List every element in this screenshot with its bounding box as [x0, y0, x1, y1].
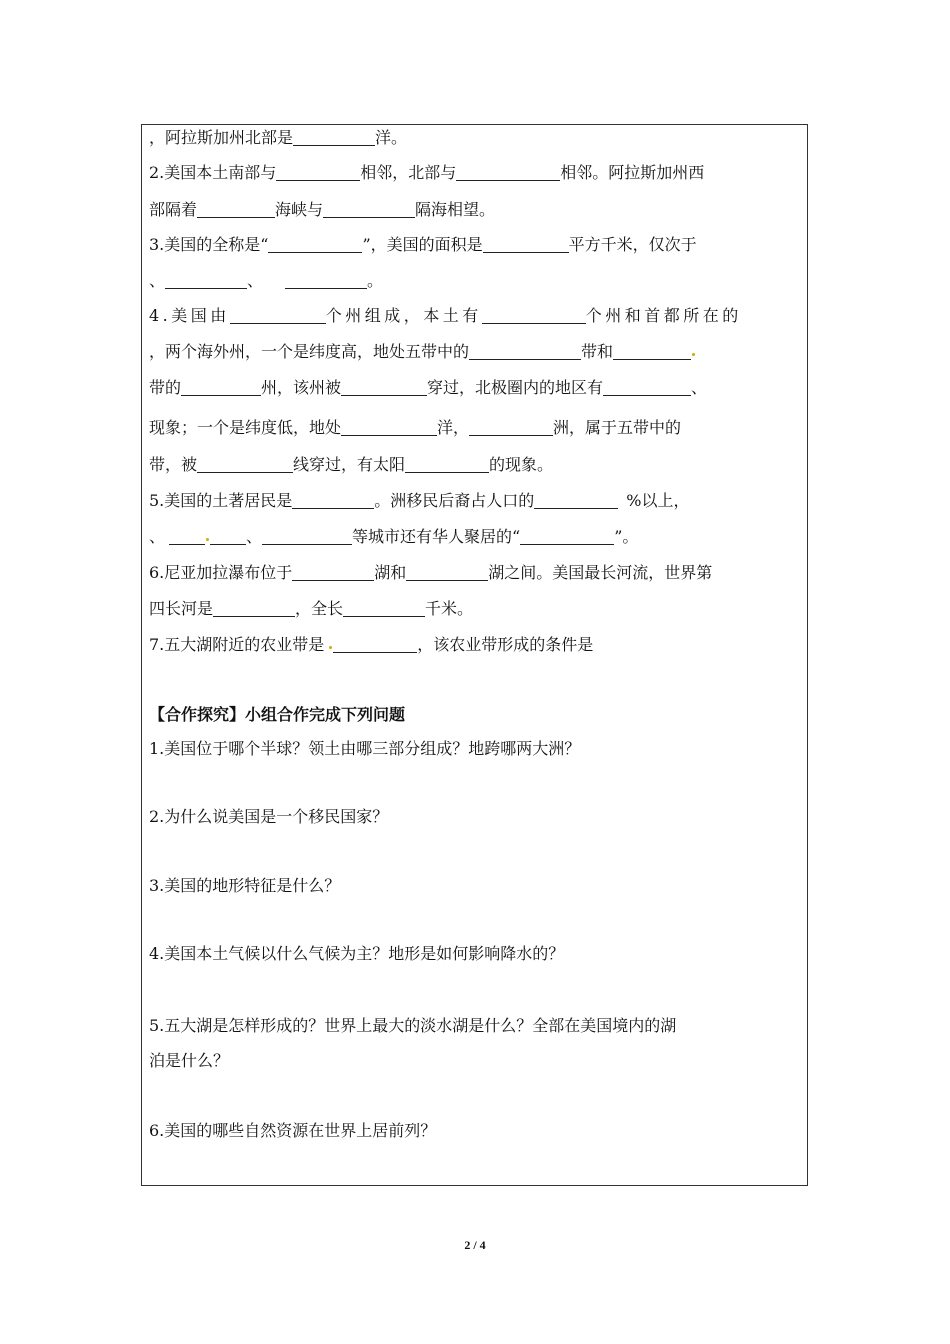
mark-dot — [206, 538, 209, 541]
text-line — [149, 306, 742, 326]
text: 海峡与 — [275, 200, 324, 219]
text: 相邻，北部与 — [360, 163, 457, 182]
text: 洲，属于五带中的 — [553, 418, 682, 437]
blank[interactable] — [276, 164, 360, 181]
blank[interactable] — [213, 600, 295, 617]
blank[interactable] — [520, 528, 614, 545]
text: 州，该州被 — [261, 378, 342, 397]
blank[interactable] — [285, 272, 367, 289]
text: ，该农业带形成的条件是 — [417, 635, 594, 654]
blank[interactable] — [469, 343, 581, 360]
blank[interactable] — [262, 528, 352, 545]
question: 6.美国的哪些自然资源在世界上居前列？ — [149, 1121, 437, 1140]
text-line — [149, 235, 697, 255]
text: 3.美国的全称是“ — [149, 235, 269, 254]
blank[interactable] — [181, 379, 261, 396]
text-line — [149, 455, 553, 475]
text: ，阿拉斯加州北部是 — [149, 128, 294, 147]
text-line — [149, 599, 473, 619]
text: 2.美国本土南部与 — [149, 163, 277, 182]
blank[interactable] — [230, 307, 326, 324]
blank[interactable] — [323, 201, 415, 218]
text-line — [149, 271, 383, 291]
blank[interactable] — [341, 379, 427, 396]
text-line — [149, 418, 681, 438]
text-line — [149, 635, 593, 655]
text-line — [149, 563, 712, 583]
text: 、 — [691, 378, 708, 397]
text-line — [149, 128, 407, 148]
blank[interactable] — [406, 564, 488, 581]
text: 部隔着 — [149, 200, 198, 219]
question: 4.美国本土气候以什么气候为主？地形是如何影响降水的？ — [149, 944, 565, 963]
text: 线穿过，有太阳 — [293, 455, 406, 474]
blank[interactable] — [482, 307, 586, 324]
blank[interactable] — [197, 456, 293, 473]
question: 1.美国位于哪个半球？领土由哪三部分组成？地跨哪两大洲？ — [149, 739, 581, 758]
text: 隔海相望。 — [415, 200, 496, 219]
text: 5.美国的土著居民是 — [149, 491, 293, 510]
blank[interactable] — [534, 492, 618, 509]
blank[interactable] — [268, 236, 362, 253]
question: 泊是什么？ — [149, 1051, 230, 1070]
text: 穿过，北极圈内的地区有 — [427, 378, 604, 397]
text: 。洲移民后裔占人口的 — [374, 491, 535, 510]
blank[interactable] — [293, 129, 375, 146]
text: 等城市还有华人聚居的“ — [352, 527, 521, 546]
text: 洋。 — [375, 128, 408, 147]
blank[interactable] — [603, 379, 691, 396]
text: 7.五大湖附近的农业带是 — [149, 635, 325, 654]
blank[interactable] — [343, 600, 425, 617]
text: 相邻。阿拉斯加州西 — [560, 163, 705, 182]
text-line — [149, 163, 704, 183]
blank[interactable] — [292, 564, 374, 581]
question: 5.五大湖是怎样形成的？世界上最大的淡水湖是什么？全部在美国境内的湖 — [149, 1016, 677, 1035]
text: 四长河是 — [149, 599, 214, 618]
text: ”，美国的面积是 — [362, 235, 483, 254]
text: 、 — [149, 271, 166, 290]
text: 千米。 — [425, 599, 474, 618]
text: 湖之间。美国最长河流，世界第 — [488, 563, 713, 582]
text: 6.尼亚加拉瀑布位于 — [149, 563, 293, 582]
section-heading: 【合作探究】小组合作完成下列问题 — [149, 705, 406, 724]
text-line — [149, 491, 690, 511]
question: 3.美国的地形特征是什么？ — [149, 876, 341, 895]
blank[interactable] — [483, 236, 569, 253]
page-number: 2 / 4 — [464, 1238, 486, 1252]
blank[interactable] — [197, 201, 275, 218]
text-line — [149, 342, 696, 362]
text: 带和 — [581, 342, 614, 361]
mark-dot — [329, 646, 332, 649]
text: 。 — [367, 271, 384, 290]
blank[interactable] — [292, 492, 374, 509]
text: ，全长 — [295, 599, 344, 618]
text: 个州组成，本土有 — [325, 306, 482, 325]
text: 湖和 — [374, 563, 407, 582]
text: 个州和首都所在的 — [585, 306, 742, 325]
blank[interactable] — [210, 528, 246, 545]
text: ，两个海外州，一个是纬度高，地处五带中的 — [149, 342, 470, 361]
text: ”。 — [614, 527, 639, 546]
question: 2.为什么说美国是一个移民国家？ — [149, 807, 389, 826]
blank[interactable] — [341, 419, 437, 436]
text-line — [149, 378, 707, 398]
text: 带，被 — [149, 455, 198, 474]
blank[interactable] — [405, 456, 489, 473]
blank[interactable] — [469, 419, 553, 436]
text: 平方千米，仅次于 — [568, 235, 697, 254]
blank[interactable] — [456, 164, 560, 181]
blank[interactable] — [333, 636, 417, 653]
mark-dot — [692, 353, 695, 356]
blank[interactable] — [165, 272, 247, 289]
text: 、 — [246, 527, 263, 546]
text: 、 — [149, 527, 166, 546]
text: 带的 — [149, 378, 182, 397]
text: 现象；一个是纬度低，地处 — [149, 418, 342, 437]
blank[interactable] — [169, 528, 205, 545]
text: 、 — [247, 271, 264, 290]
text: 洋， — [437, 418, 470, 437]
text: %以上， — [626, 491, 690, 510]
blank[interactable] — [613, 343, 691, 360]
text: 4.美国由 — [149, 306, 230, 325]
text-line — [149, 200, 495, 220]
text-line — [149, 527, 638, 547]
text: 的现象。 — [489, 455, 554, 474]
